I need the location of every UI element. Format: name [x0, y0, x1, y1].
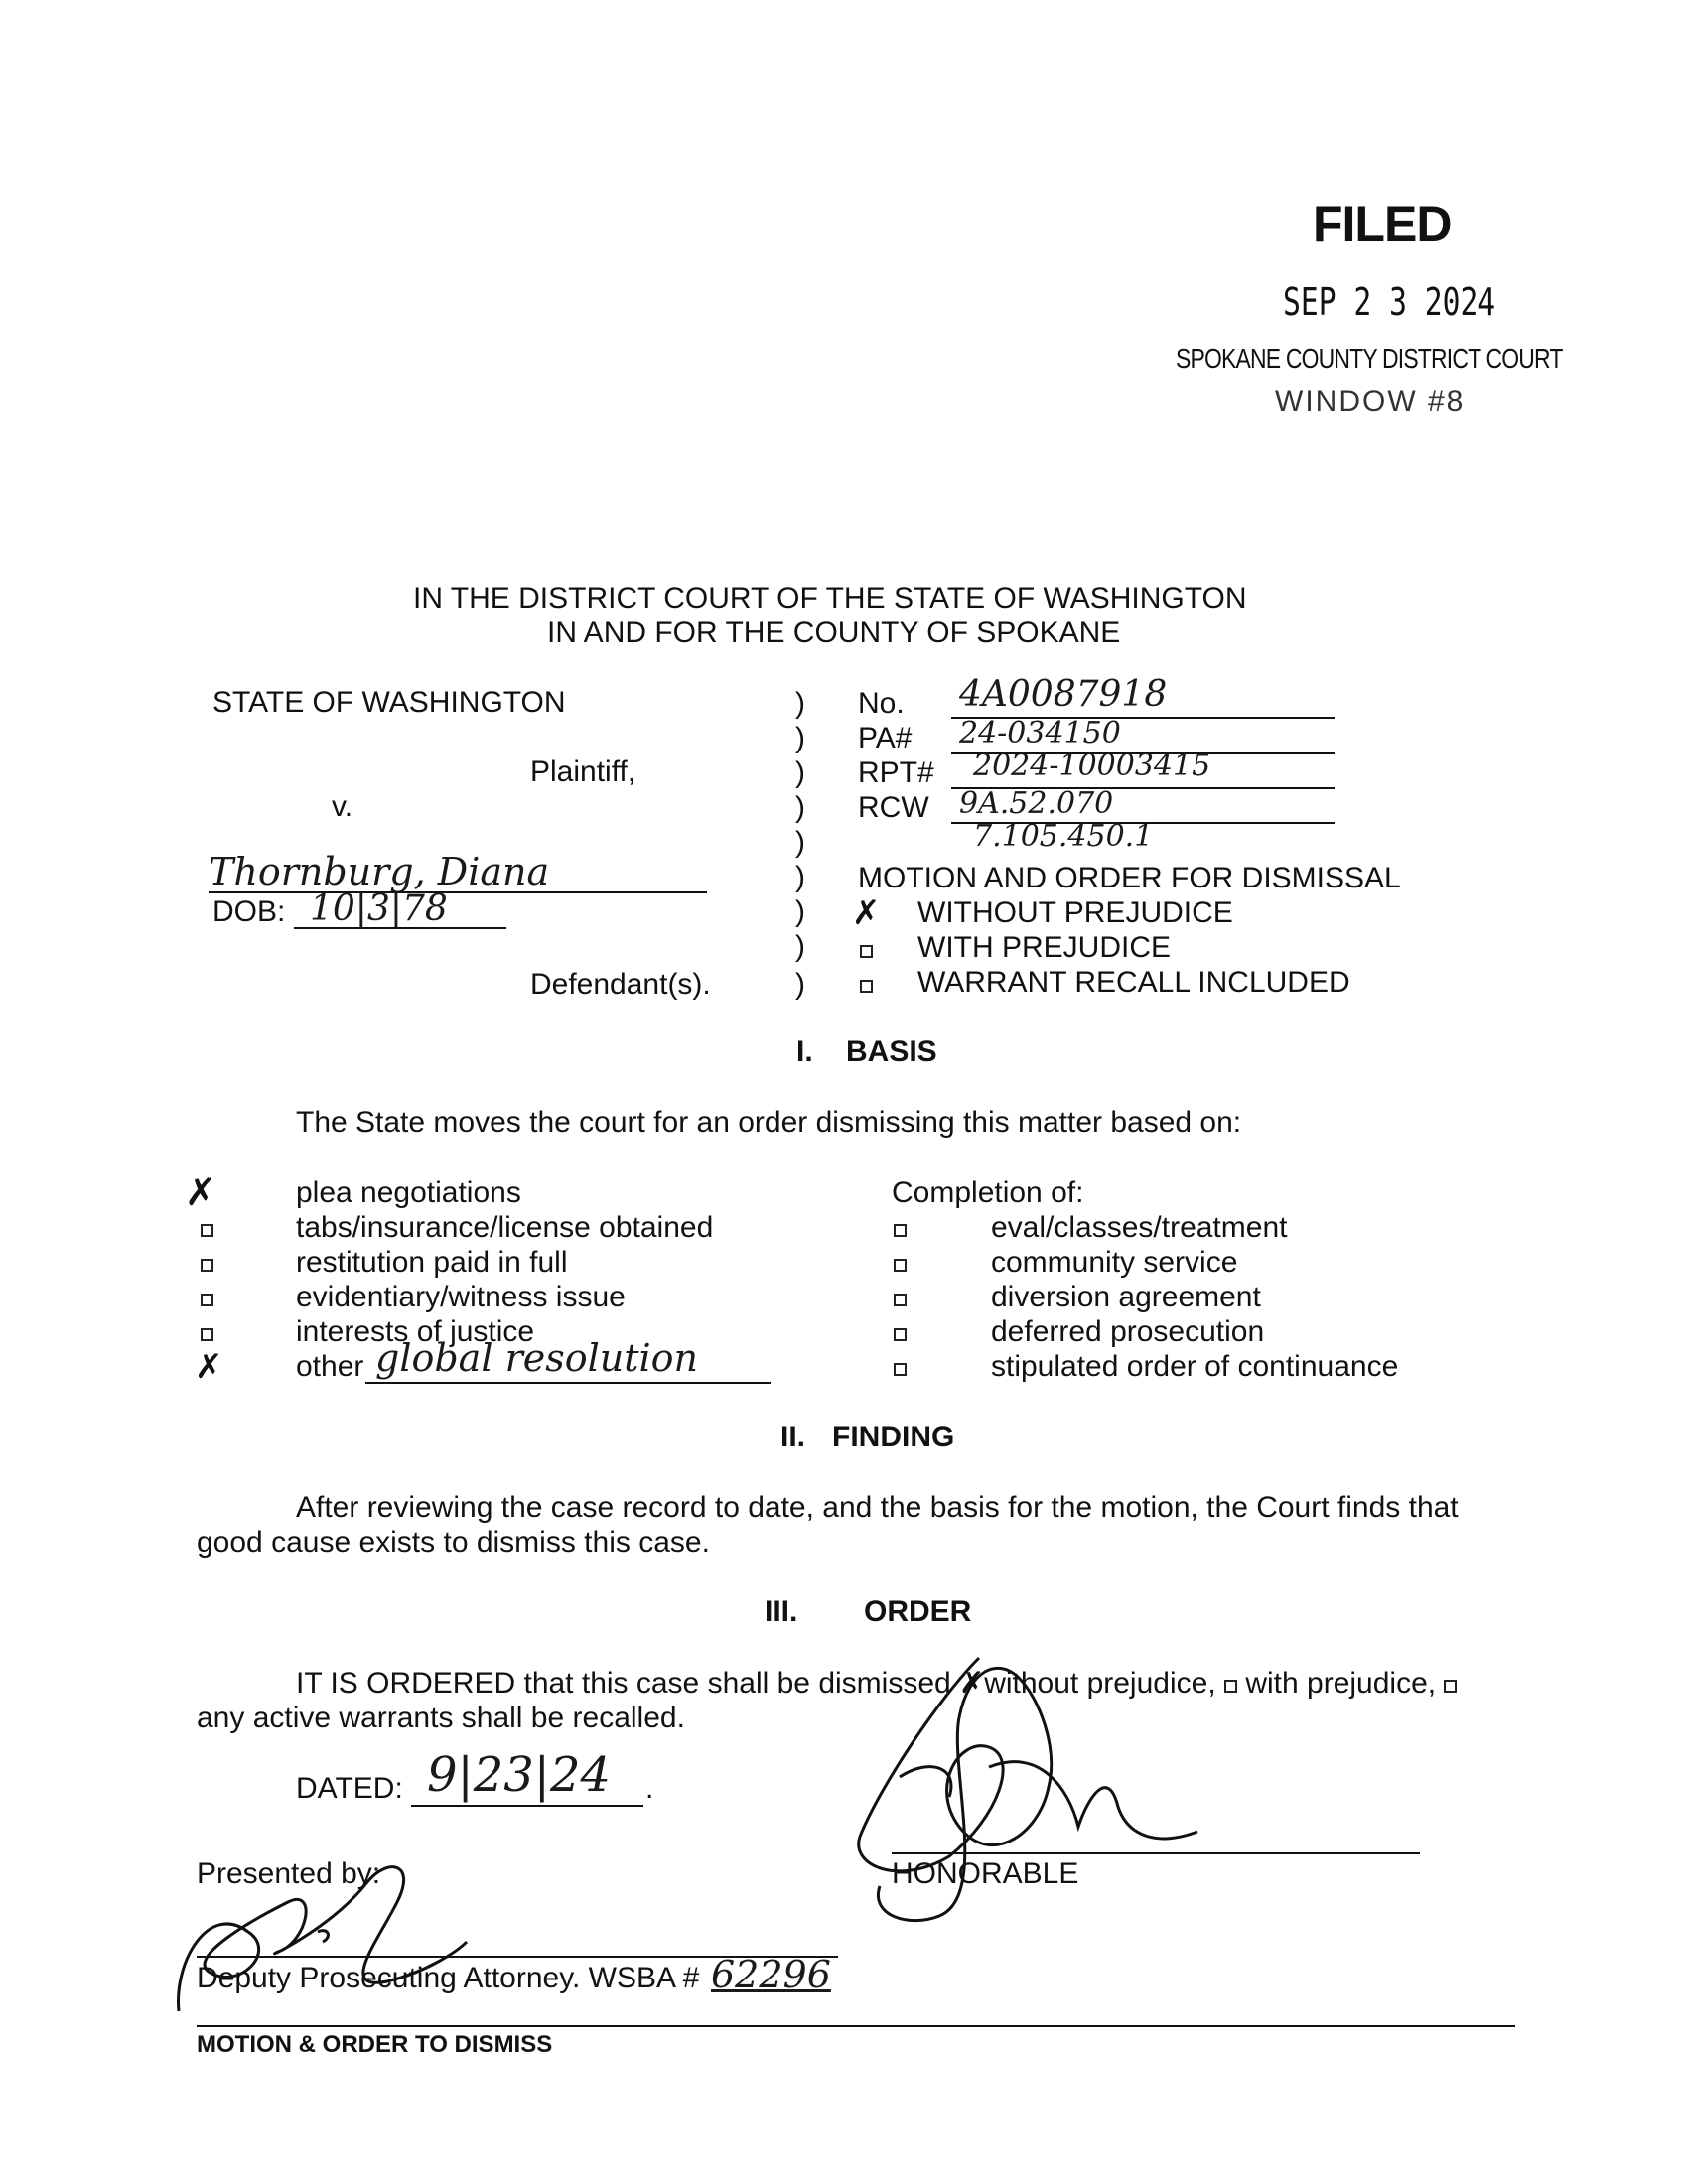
completion-deferred-prosecution: deferred prosecution	[991, 1315, 1265, 1348]
plaintiff-name: STATE OF WASHINGTON	[212, 686, 566, 719]
defendant-label: Defendant(s).	[530, 968, 711, 1001]
section2-line2: good cause exists to dismiss this case.	[197, 1526, 710, 1559]
dated-value: 9|23|24	[427, 1747, 612, 1803]
deferred-prosecution-checkbox[interactable]	[894, 1328, 907, 1341]
dob-value-handwritten: 10|3|78	[310, 888, 448, 929]
rcw-value: 9A.52.070	[959, 786, 1114, 821]
completion-diversion-agreement: diversion agreement	[991, 1281, 1261, 1313]
rcw-value-2: 7.105.450.1	[973, 819, 1154, 854]
caption-paren: )	[795, 930, 805, 963]
caption-paren: )	[795, 756, 805, 789]
plaintiff-label: Plaintiff,	[530, 755, 636, 788]
completion-label: Completion of:	[892, 1176, 1084, 1209]
dob-label: DOB:	[212, 895, 286, 928]
community-service-checkbox[interactable]	[894, 1259, 907, 1272]
other-check-icon: ✗	[195, 1347, 223, 1387]
completion-community-service: community service	[991, 1246, 1238, 1279]
without-prejudice-check-icon: ✗	[852, 893, 881, 933]
stamp-window: WINDOW #8	[1275, 385, 1466, 418]
order-warrant-checkbox[interactable]	[1444, 1680, 1457, 1693]
option-warrant-recall: WARRANT RECALL INCLUDED	[917, 966, 1350, 999]
completion-eval-classes: eval/classes/treatment	[991, 1211, 1288, 1244]
defendant-name-handwritten: Thornburg, Diana	[209, 850, 550, 893]
section1-intro: The State moves the court for an order dismissing this matter based on:	[296, 1106, 1242, 1139]
court-heading-line2: IN AND FOR THE COUNTY OF SPOKANE	[547, 616, 1121, 649]
basis-other-line	[365, 1382, 771, 1384]
dob-line	[294, 927, 506, 929]
section2-title: FINDING	[832, 1421, 955, 1453]
order-text-c: with prejudice,	[1245, 1667, 1437, 1700]
evidentiary-checkbox[interactable]	[201, 1294, 213, 1306]
restitution-checkbox[interactable]	[201, 1259, 213, 1272]
footer-rule	[197, 2025, 1515, 2027]
section1-title: BASIS	[846, 1035, 937, 1068]
order-without-prejudice-check-icon: ✗	[959, 1666, 985, 1701]
completion-stipulated-order: stipulated order of continuance	[991, 1350, 1399, 1383]
option-without-prejudice: WITHOUT PREJUDICE	[917, 896, 1233, 929]
footer-title: MOTION & ORDER TO DISMISS	[197, 2031, 553, 2058]
caption-paren: )	[795, 968, 805, 1001]
caption-paren: )	[795, 791, 805, 824]
tabs-insurance-checkbox[interactable]	[201, 1224, 213, 1237]
section3-numeral: III.	[765, 1595, 798, 1628]
basis-plea-negotiations: plea negotiations	[296, 1176, 521, 1209]
judge-signature-line	[892, 1852, 1420, 1854]
wsba-value: 62296	[711, 1953, 831, 1996]
caption-paren: )	[795, 687, 805, 720]
defendant-name-line	[209, 891, 707, 893]
caption-paren: )	[795, 861, 805, 893]
plea-negotiations-check-icon: ✗	[185, 1170, 216, 1214]
basis-evidentiary: evidentiary/witness issue	[296, 1281, 626, 1313]
section3-title: ORDER	[864, 1595, 972, 1628]
rpt-value: 2024-10003415	[973, 749, 1211, 783]
basis-tabs-insurance: tabs/insurance/license obtained	[296, 1211, 714, 1244]
rcw-label: RCW	[858, 791, 929, 824]
option-with-prejudice: WITH PREJUDICE	[917, 931, 1171, 964]
rpt-label: RPT#	[858, 756, 934, 789]
dated-end: .	[645, 1772, 654, 1805]
stamp-filed: FILED	[1313, 197, 1452, 252]
stamp-court: SPOKANE COUNTY DISTRICT COURT	[1176, 343, 1563, 374]
court-heading-line1: IN THE DISTRICT COURT OF THE STATE OF WASHINGTON	[413, 582, 1247, 614]
dated-label: DATED:	[296, 1772, 403, 1805]
pa-value: 24-034150	[959, 716, 1121, 751]
caption-paren: )	[795, 826, 805, 859]
basis-restitution: restitution paid in full	[296, 1246, 568, 1279]
motion-title: MOTION AND ORDER FOR DISMISSAL	[858, 862, 1401, 894]
stipulated-order-checkbox[interactable]	[894, 1363, 907, 1376]
caption-paren: )	[795, 722, 805, 754]
with-prejudice-checkbox[interactable]	[860, 945, 873, 958]
pa-label: PA#	[858, 722, 913, 754]
diversion-agreement-checkbox[interactable]	[894, 1294, 907, 1306]
dated-line	[411, 1805, 643, 1807]
interests-justice-checkbox[interactable]	[201, 1328, 213, 1341]
section2-line1: After reviewing the case record to date, and the basis for the motion, the Court finds that	[296, 1491, 1459, 1524]
stamp-date: SEP 2 3 2024	[1283, 280, 1496, 324]
order-text-b: without prejudice,	[984, 1667, 1216, 1700]
presented-by-label: Presented by:	[197, 1857, 381, 1890]
basis-interests-justice: interests of justice	[296, 1315, 535, 1348]
versus-label: v.	[332, 790, 353, 823]
basis-other: other	[296, 1350, 364, 1383]
warrant-recall-checkbox[interactable]	[860, 980, 873, 993]
attorney-label: Deputy Prosecuting Attorney. WSBA #	[197, 1962, 700, 1994]
order-text-a: IT IS ORDERED that this case shall be dismissed	[296, 1667, 951, 1700]
eval-classes-checkbox[interactable]	[894, 1224, 907, 1237]
section2-numeral: II.	[780, 1421, 806, 1453]
honorable-label: HONORABLE	[892, 1857, 1079, 1890]
case-no-label: No.	[858, 687, 905, 720]
order-line2: any active warrants shall be recalled.	[197, 1702, 685, 1734]
basis-other-value: global resolution	[375, 1336, 699, 1380]
caption-paren: )	[795, 895, 805, 928]
case-no-value: 4A0087918	[959, 674, 1168, 715]
section1-numeral: I.	[796, 1035, 813, 1068]
judge-signature	[840, 1638, 1257, 1936]
